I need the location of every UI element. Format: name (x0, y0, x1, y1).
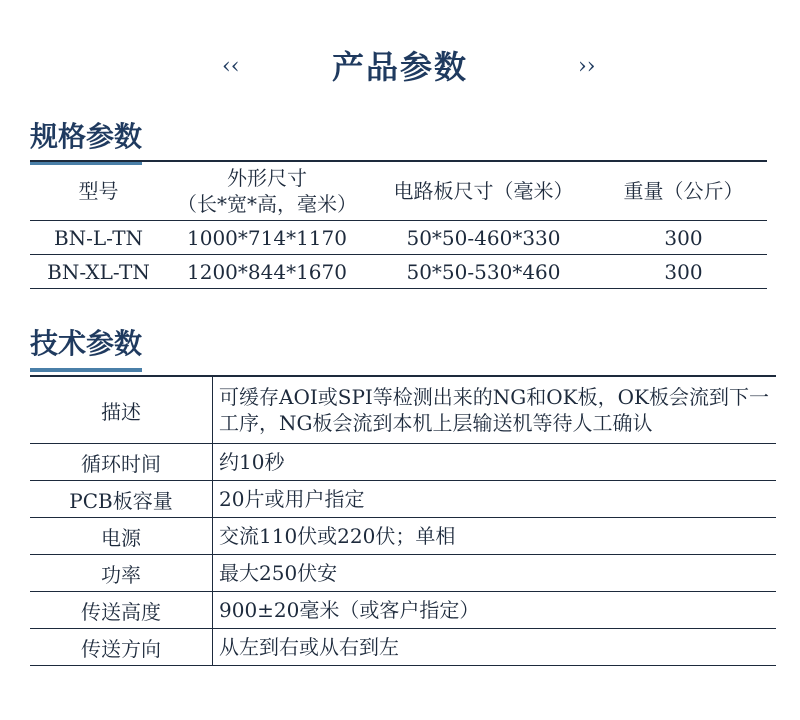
spec-section-title: 规格参数 (30, 115, 142, 165)
spec-cell-dimensions: 1000*714*1170 (167, 221, 367, 255)
tech-row-power-supply (30, 518, 776, 555)
spec-header-row (30, 161, 767, 221)
spec-header-pcb-size: 电路板尺寸（毫米） (367, 161, 600, 221)
spec-cell-dimensions: 1200*844*1670 (167, 255, 367, 289)
spec-cell-pcb-size: 50*50-530*460 (367, 255, 600, 289)
tech-table (30, 375, 776, 666)
tech-value: 交流110伏或220伏；单相 (213, 518, 777, 555)
tech-row-transfer-direction (30, 629, 776, 666)
tech-value: 可缓存AOI或SPI等检测出来的NG和OK板，OK板会流到下一工序，NG板会流到本机上层输送机等待人工确认 (213, 376, 777, 444)
tech-label: 描述 (30, 376, 213, 444)
page-header (0, 40, 800, 90)
spec-cell-weight: 300 (600, 255, 767, 289)
tech-label: 循环时间 (30, 444, 213, 481)
tech-value: 最大250伏安 (213, 555, 777, 592)
spec-cell-weight: 300 (600, 221, 767, 255)
tech-value: 约10秒 (213, 444, 777, 481)
tech-label: 传送方向 (30, 629, 213, 666)
tech-label: 电源 (30, 518, 213, 555)
tech-value: 从左到右或从右到左 (213, 629, 777, 666)
spec-cell-model: BN-XL-TN (30, 255, 167, 289)
tech-row-power (30, 555, 776, 592)
spec-header-model: 型号 (30, 161, 167, 221)
right-chevron-decoration: ›› (578, 54, 596, 79)
spec-cell-pcb-size: 50*50-460*330 (367, 221, 600, 255)
tech-value: 20片或用户指定 (213, 481, 777, 518)
spec-table (30, 160, 767, 289)
spec-cell-model: BN-L-TN (30, 221, 167, 255)
spec-row (30, 221, 767, 255)
tech-row-pcb-capacity (30, 481, 776, 518)
spec-row (30, 255, 767, 289)
tech-section-title: 技术参数 (30, 322, 142, 372)
tech-label: PCB板容量 (30, 481, 213, 518)
spec-header-dimensions-line2: （长*宽*高，毫米） (177, 192, 357, 216)
tech-row-transfer-height (30, 592, 776, 629)
spec-header-dimensions (167, 161, 367, 221)
left-chevron-decoration: ‹‹ (222, 54, 240, 79)
tech-value: 900±20毫米（或客户指定） (213, 592, 777, 629)
tech-label: 功率 (30, 555, 213, 592)
spec-header-dimensions-line1: 外形尺寸 (227, 166, 307, 190)
tech-row-description (30, 376, 776, 444)
tech-label: 传送高度 (30, 592, 213, 629)
spec-header-weight: 重量（公斤） (600, 161, 767, 221)
page-title: 产品参数 (331, 48, 468, 86)
tech-row-cycle-time (30, 444, 776, 481)
